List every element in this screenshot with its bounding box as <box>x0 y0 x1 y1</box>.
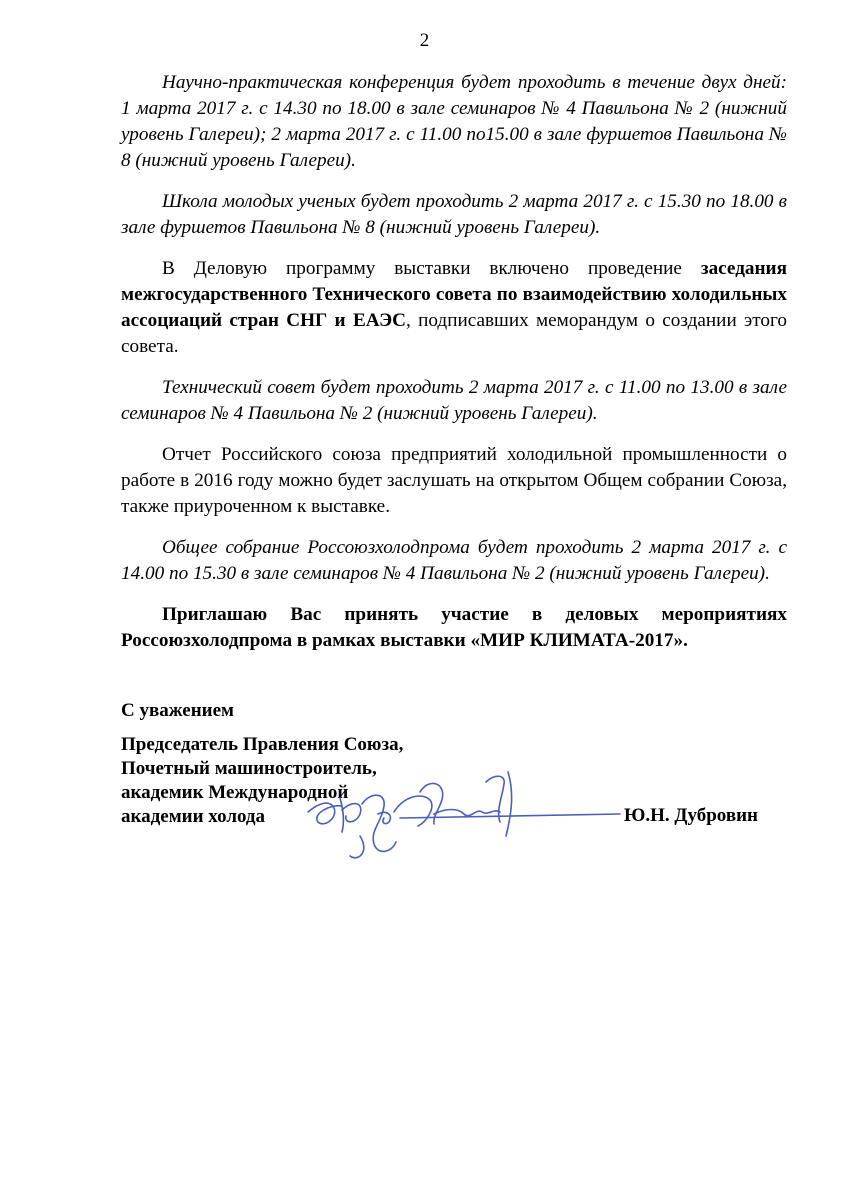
signer-name: Ю.Н. Дубровин <box>624 805 758 826</box>
signer-title-line-2: Почетный машиностроитель, <box>121 758 377 779</box>
paragraph-technical-council-bold: заседания межгосударственного Технического совета по взаимодействию холодильных ассоциаций стран СНГ и ЕАЭС <box>121 258 787 331</box>
signer-title-line-3: академик Международной <box>121 782 349 803</box>
paragraph-young-scientists-school: Школа молодых ученых будет проходить 2 марта 2017 г. с 15.30 по 18.00 в зале фуршетов Павильона № 8 (нижний уровень Галереи). <box>121 191 787 238</box>
page-number: 2 <box>419 30 430 51</box>
signer-title-line-1: Председатель Правления Союза, <box>121 734 404 755</box>
closing-greeting: С уважением <box>121 700 234 721</box>
paragraph-technical-council-end: , подписавших меморандум о создании этого совета. <box>121 310 787 357</box>
signer-title-line-4: академии холода <box>121 806 266 827</box>
paragraph-technical-council <box>121 256 787 360</box>
paragraph-annual-report: Отчет Российского союза предприятий холодильной промышленности о работе в 2016 году можно будет заслушать на открытом Общем собрании Союза, также приуроченном к выставке. <box>121 444 787 517</box>
paragraph-general-meeting-schedule: Общее собрание Россоюзхолодпрома будет проходить 2 марта 2017 г. с 14.00 по 15.30 в зале семинаров № 4 Павильона № 2 (нижний уровень Галереи). <box>121 537 787 584</box>
paragraph-conference-schedule: Научно-практическая конференция будет проходить в течение двух дней: 1 марта 2017 г. с 14.30 по 18.00 в зале семинаров № 4 Павильона № 2 (нижний уровень Галереи); 2 марта 2017 г. с 11.00 по15.00 в зале фуршетов Павильона № 8 (нижний уровень Галереи). <box>121 72 787 171</box>
paragraph-invitation: Приглашаю Вас принять участие в деловых мероприятиях Россоюзхолодпрома в рамках выставки «МИР КЛИМАТА-2017». <box>121 604 787 651</box>
paragraph-technical-council-start: В Деловую программу выставки включено проведение <box>162 258 701 279</box>
paragraph-technical-council-schedule: Технический совет будет проходить 2 марта 2017 г. с 11.00 по 13.00 в зале семинаров № 4 Павильона № 2 (нижний уровень Галереи). <box>121 377 787 424</box>
handwritten-signature <box>300 752 630 872</box>
letter-body <box>121 70 787 669</box>
